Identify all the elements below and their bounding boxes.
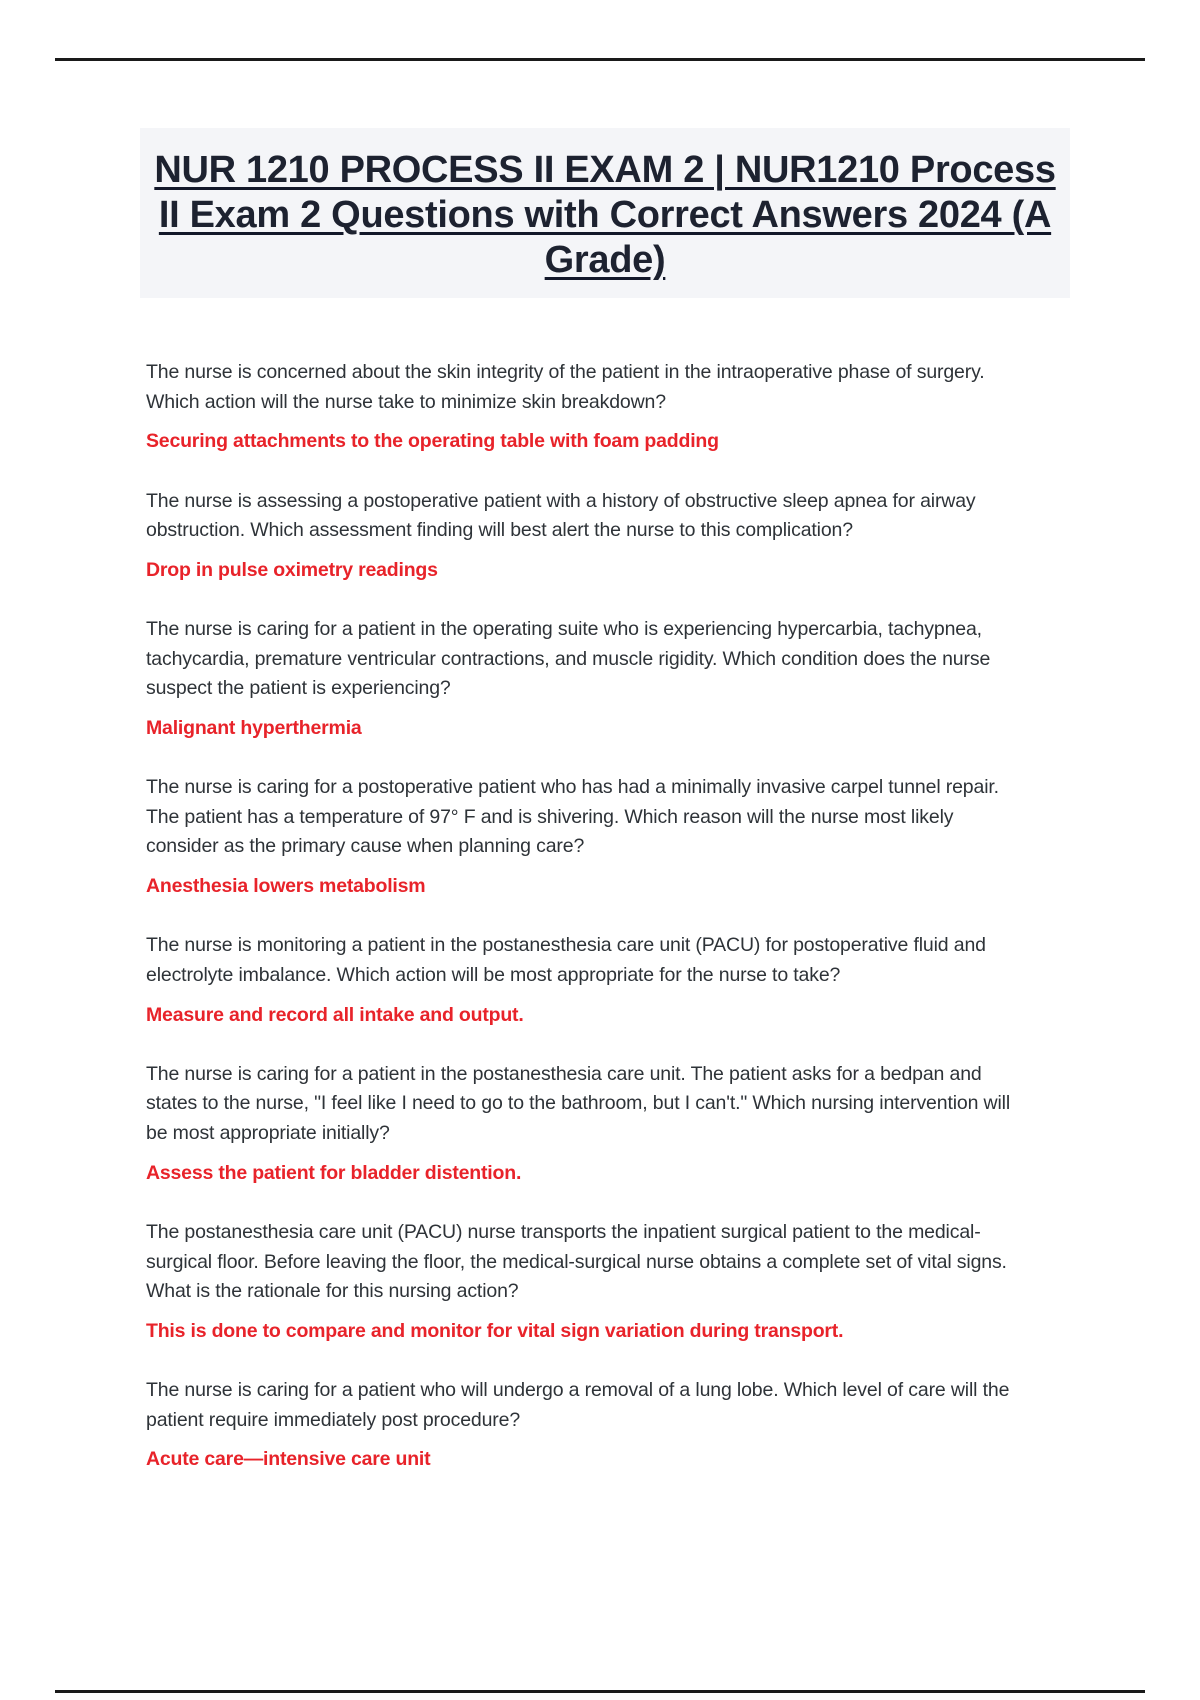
- top-page-rule: [55, 58, 1145, 61]
- answer-text: Drop in pulse oximetry readings: [146, 558, 438, 581]
- page-title: NUR 1210 PROCESS II EXAM 2 | NUR1210 Process II Exam 2 Questions with Correct Answers 2024 (A Grade): [154, 149, 1056, 281]
- qa-block: [146, 1060, 1018, 1188]
- answer-text: This is done to compare and monitor for vital sign variation during transport.: [146, 1319, 844, 1342]
- qa-block: [146, 1218, 1018, 1346]
- qa-block: [146, 615, 1018, 743]
- question-text: The nurse is concerned about the skin integrity of the patient in the intraoperative phase of surgery. Which action will the nurse take to minimize skin breakdown?: [146, 361, 985, 413]
- title-block: [140, 128, 1070, 298]
- answer-text: Securing attachments to the operating table with foam padding: [146, 430, 719, 453]
- answer-text: Anesthesia lowers metabolism: [146, 875, 426, 897]
- qa-block: [146, 358, 1018, 457]
- answer-text: Malignant hyperthermia: [146, 716, 362, 739]
- qa-block: [146, 487, 1018, 586]
- question-text: The nurse is caring for a patient in the operating suite who is experiencing hypercarbia, tachypnea, tachycardia, premature ventricular contractions, and muscle rigidity. Which condition does the nurse suspect the patient is experiencing?: [146, 618, 991, 700]
- qa-block: [146, 1376, 1018, 1475]
- answer-text: Measure and record all intake and output.: [146, 1003, 524, 1026]
- question-text: The nurse is caring for a postoperative patient who has had a minimally invasive carpel tunnel repair. The patient has a temperature of 97° F and is shivering. Which reason will the nurse most likely consider as the primary cause when planning care?: [146, 776, 999, 858]
- question-text: The nurse is assessing a postoperative patient with a history of obstructive sleep apnea for airway obstruction. Which assessment finding will best alert the nurse to this complication?: [146, 489, 976, 542]
- question-text: The nurse is caring for a patient who will undergo a removal of a lung lobe. Which level of care will the patient require immediately post procedure?: [146, 1379, 1010, 1431]
- qa-block: [146, 931, 1018, 1030]
- title-highlight-box: [140, 128, 1070, 298]
- question-text: The nurse is monitoring a patient in the postanesthesia care unit (PACU) for postoperative fluid and electrolyte imbalance. Which action will be most appropriate for the nurse to take?: [146, 934, 986, 986]
- answer-text: Acute care—intensive care unit: [146, 1448, 431, 1471]
- answer-text: Assess the patient for bladder distention.: [146, 1161, 522, 1184]
- bottom-page-rule: [55, 1690, 1145, 1693]
- question-text: The postanesthesia care unit (PACU) nurse transports the inpatient surgical patient to the medical-surgical floor. Before leaving the floor, the medical-surgical nurse obtains a complete set of vital signs. What is the rationale for this nursing action?: [146, 1220, 1007, 1303]
- qa-block: [146, 773, 1018, 901]
- qa-list: [146, 358, 1018, 1475]
- question-text: The nurse is caring for a patient in the postanesthesia care unit. The patient asks for a bedpan and states to the nurse, "I feel like I need to go to the bathroom, but I can't." Which nursing intervention will be most appropriate initially?: [146, 1062, 1011, 1144]
